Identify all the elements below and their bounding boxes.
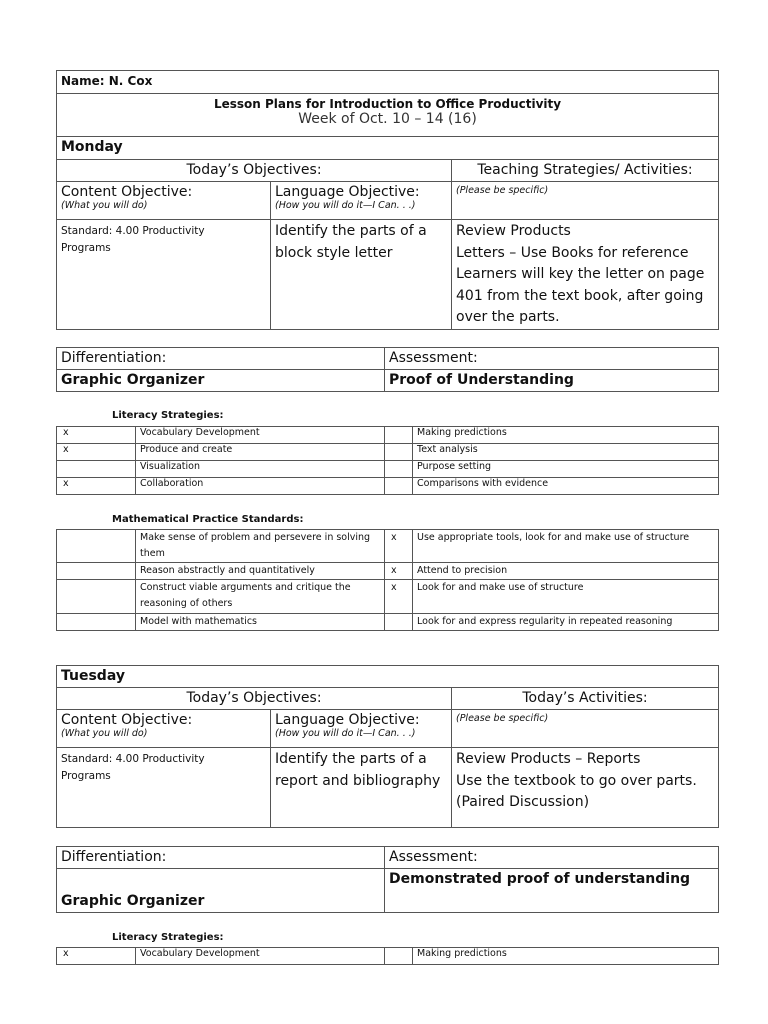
monday-assessment-table <box>56 347 719 392</box>
math-standard: Attend to precision <box>413 563 719 580</box>
literacy-mark: x <box>57 948 136 965</box>
literacy-mark <box>385 444 413 461</box>
literacy-mark <box>385 461 413 478</box>
differentiation-label: Differentiation: <box>57 348 385 370</box>
literacy-strategy: Comparisons with evidence <box>413 478 719 495</box>
content-objective-label: Content Objective: <box>61 712 193 728</box>
content-objective-label: Content Objective: <box>61 184 193 200</box>
plan-week: Week of Oct. 10 – 14 (16) <box>298 111 477 127</box>
activity-line: Letters – Use Books for reference <box>456 244 689 261</box>
content-objective-sub: (What you will do) <box>61 728 148 739</box>
monday-math-table <box>56 529 719 631</box>
activity-line: (Paired Discussion) <box>456 794 590 810</box>
literacy-mark <box>57 461 136 478</box>
assessment-value: Proof of Understanding <box>385 370 719 392</box>
activity-line: Review Products <box>456 223 571 239</box>
objectives-header: Today’s Objectives: <box>57 688 452 710</box>
math-standard: Use appropriate tools, look for and make use of structure <box>413 530 719 563</box>
language-objective-text: Identify the parts of a block style letter <box>271 220 452 330</box>
literacy-strategy: Text analysis <box>413 444 719 461</box>
language-objective-cell <box>271 710 452 748</box>
math-standard: Look for and express regularity in repeated reasoning <box>413 614 719 631</box>
tuesday-plan-table <box>56 665 719 828</box>
content-objective-sub: (What you will do) <box>61 200 148 211</box>
math-standard: Model with mathematics <box>136 614 385 631</box>
language-objective-label: Language Objective: <box>275 712 420 728</box>
plan-heading <box>57 94 719 137</box>
literacy-mark <box>385 948 413 965</box>
day-title: Monday <box>57 137 719 160</box>
math-mark: x <box>385 563 413 580</box>
plan-title: Lesson Plans for Introduction to Office Productivity <box>213 97 562 111</box>
literacy-title: Literacy Strategies: <box>112 932 224 943</box>
math-mark: x <box>385 530 413 563</box>
activity-line: Learners will key the letter on page 401 from the text book, after going over the parts. <box>456 266 705 325</box>
differentiation-value: Graphic Organizer <box>57 370 385 392</box>
math-mark <box>57 563 136 580</box>
language-objective-text: Identify the parts of a report and bibliography <box>271 748 452 828</box>
assessment-label: Assessment: <box>385 847 719 869</box>
literacy-strategy: Visualization <box>136 461 385 478</box>
content-objective-cell <box>57 710 271 748</box>
math-mark <box>385 614 413 631</box>
activities-header: Teaching Strategies/ Activities: <box>452 160 719 182</box>
assessment-value: Demonstrated proof of understanding <box>385 869 719 913</box>
standard-text: Standard: 4.00 Productivity Programs <box>57 748 271 828</box>
math-standard: Make sense of problem and persevere in solving them <box>136 530 385 563</box>
literacy-strategy: Making predictions <box>413 427 719 444</box>
standard-text: Standard: 4.00 Productivity Programs <box>57 220 271 330</box>
language-objective-sub: (How you will do it—I Can. . .) <box>275 200 416 211</box>
math-mark <box>57 580 136 614</box>
literacy-mark <box>385 427 413 444</box>
monday-literacy-table <box>56 426 719 495</box>
content-objective-cell <box>57 182 271 220</box>
math-standard: Reason abstractly and quantitatively <box>136 563 385 580</box>
literacy-strategy: Vocabulary Development <box>136 427 385 444</box>
literacy-strategy: Vocabulary Development <box>136 948 385 965</box>
math-standards-title: Mathematical Practice Standards: <box>112 514 304 525</box>
specific-note: (Please be specific) <box>452 710 719 748</box>
literacy-strategy: Purpose setting <box>413 461 719 478</box>
differentiation-label: Differentiation: <box>57 847 385 869</box>
activity-line: Review Products – Reports <box>456 751 641 767</box>
monday-plan-table <box>56 70 719 330</box>
language-objective-label: Language Objective: <box>275 184 420 200</box>
differentiation-value: Graphic Organizer <box>57 869 385 913</box>
literacy-mark: x <box>57 427 136 444</box>
literacy-strategy: Produce and create <box>136 444 385 461</box>
activities-list <box>452 220 719 330</box>
literacy-mark: x <box>57 444 136 461</box>
literacy-title: Literacy Strategies: <box>112 410 224 421</box>
day-title: Tuesday <box>57 666 719 688</box>
literacy-mark: x <box>57 478 136 495</box>
math-mark <box>57 614 136 631</box>
teacher-name: Name: N. Cox <box>57 71 719 94</box>
math-mark <box>57 530 136 563</box>
activities-list <box>452 748 719 828</box>
math-standard: Construct viable arguments and critique the reasoning of others <box>136 580 385 614</box>
math-mark: x <box>385 580 413 614</box>
objectives-header: Today’s Objectives: <box>57 160 452 182</box>
language-objective-cell <box>271 182 452 220</box>
tuesday-assessment-table <box>56 846 719 913</box>
tuesday-literacy-table <box>56 947 719 965</box>
literacy-strategy: Collaboration <box>136 478 385 495</box>
assessment-label: Assessment: <box>385 348 719 370</box>
language-objective-sub: (How you will do it—I Can. . .) <box>275 728 416 739</box>
math-standard: Look for and make use of structure <box>413 580 719 614</box>
specific-note: (Please be specific) <box>452 182 719 220</box>
activity-line: Use the textbook to go over parts. <box>456 772 697 789</box>
literacy-mark <box>385 478 413 495</box>
activities-header: Today’s Activities: <box>452 688 719 710</box>
literacy-strategy: Making predictions <box>413 948 719 965</box>
